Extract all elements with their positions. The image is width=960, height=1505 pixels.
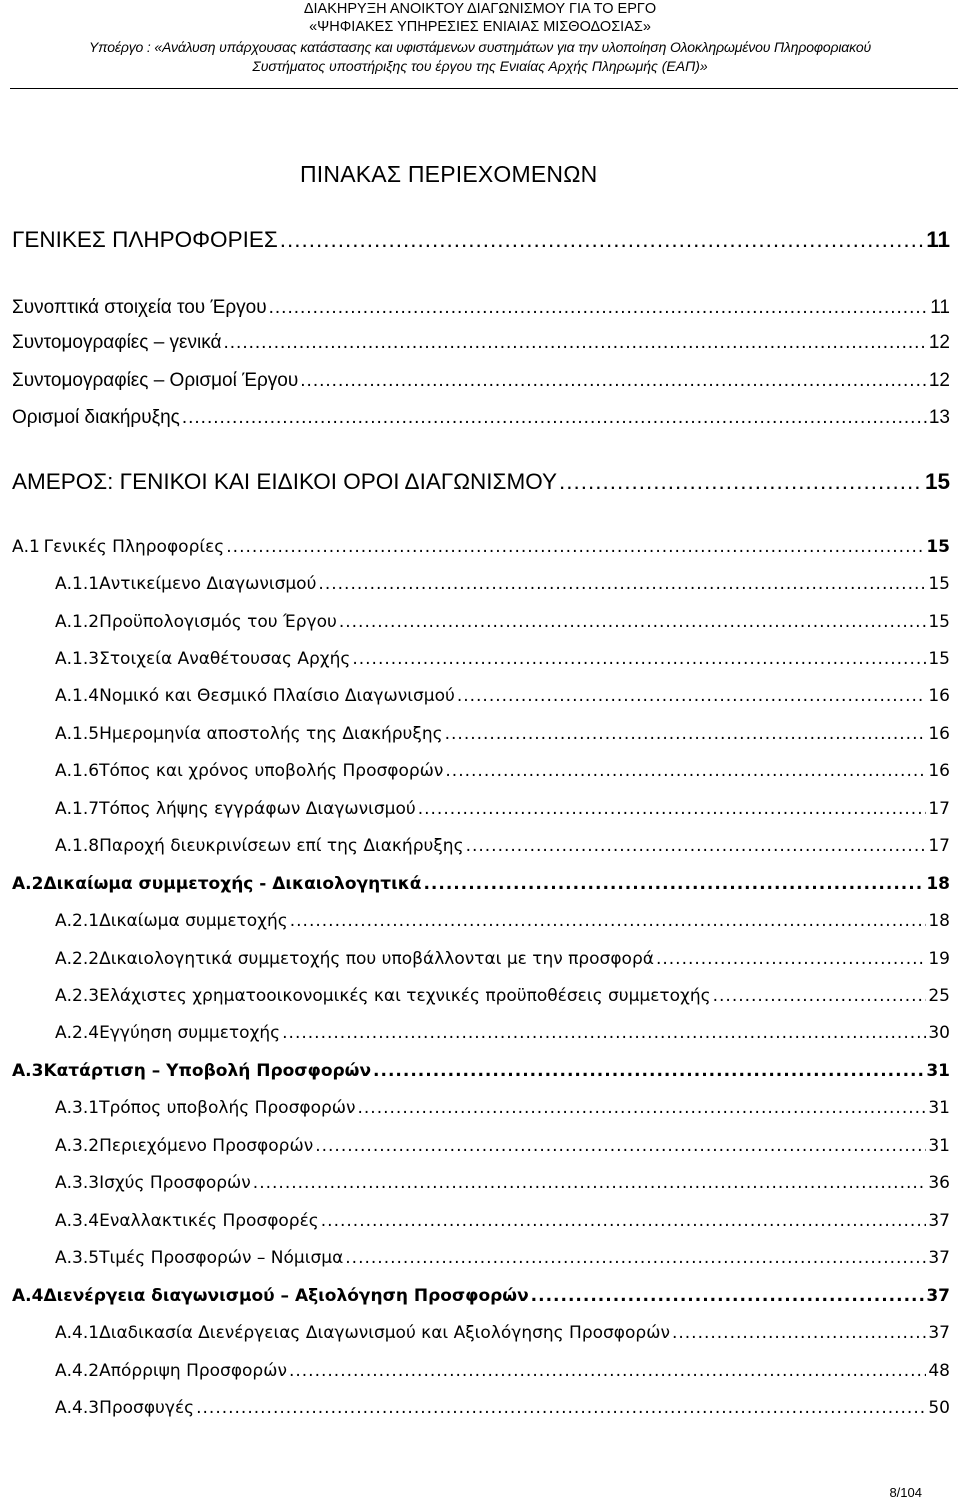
toc-entry-number: Α.1 <box>12 537 40 557</box>
toc-entry[interactable] <box>12 332 950 354</box>
toc-entry[interactable] <box>12 1061 950 1081</box>
toc-entry-text: Ημερομηνία αποστολής της Διακήρυξης <box>99 724 443 744</box>
toc-entry-number: Α.3.4 <box>55 1211 100 1231</box>
toc-leader <box>672 1323 926 1343</box>
toc-leader <box>196 1398 926 1418</box>
toc-entry-number: Α.3.3 <box>55 1173 100 1193</box>
toc-entry[interactable] <box>55 911 950 931</box>
toc-entry[interactable] <box>55 649 950 669</box>
toc-entry-number: Α.4 <box>12 1286 44 1306</box>
toc-entry-text: ΓΕΝΙΚΕΣ ΠΛΗΡΟΦΟΡΙΕΣ <box>12 227 278 252</box>
toc-entry-number: Α.4.2 <box>55 1361 100 1381</box>
toc-entry[interactable] <box>12 227 950 253</box>
toc-entry[interactable] <box>55 1136 950 1156</box>
toc-entry-text: Εναλλακτικές Προσφορές <box>99 1211 319 1231</box>
toc-entry-page: 16 <box>928 761 950 781</box>
toc-entry-text: Παροχή διευκρινίσεων επί της Διακήρυξης <box>99 836 464 856</box>
toc-entry-text: Κατάρτιση – Υποβολή Προσφορών <box>43 1061 372 1081</box>
toc-leader <box>559 469 923 495</box>
toc-leader <box>457 686 927 706</box>
toc-entry-text: Περιεχόμενο Προσφορών <box>99 1136 314 1156</box>
toc-leader <box>289 1361 926 1381</box>
toc-entry-text: Συντομογραφίες – γενικά <box>12 332 222 353</box>
toc-entry-page: 30 <box>928 1023 950 1043</box>
toc-entry[interactable] <box>55 1323 950 1343</box>
toc-entry-number: Α <box>12 469 28 494</box>
toc-entry-text: Δικαιολογητικά συμμετοχής που υποβάλλονται με την προσφορά <box>99 949 654 969</box>
toc-leader <box>226 537 924 557</box>
toc-entry[interactable] <box>12 407 950 429</box>
toc-entry-text: Συντομογραφίες – Ορισμοί Έργου <box>12 370 299 391</box>
toc-entry-page: 37 <box>928 1211 950 1231</box>
toc-entry-number: Α.3.1 <box>55 1098 100 1118</box>
toc-entry-number: Α.1.7 <box>55 799 100 819</box>
toc-entry-text: Διενέργεια διαγωνισμού – Αξιολόγηση Προσφορών <box>43 1286 529 1306</box>
toc-leader <box>345 1248 926 1268</box>
toc-entry-page: 11 <box>930 297 950 318</box>
toc-entry-number: Α.1.4 <box>55 686 100 706</box>
toc-entry-text: Τόπος λήψης εγγράφων Διαγωνισμού <box>99 799 416 819</box>
toc-entry-text: Διαδικασία Διενέργειας Διαγωνισμού και Αξιολόγησης Προσφορών <box>99 1323 670 1343</box>
toc-entry-text: ΜΕΡΟΣ: ΓΕΝΙΚΟΙ ΚΑΙ ΕΙΔΙΚΟΙ ΟΡΟΙ ΔΙΑΓΩΝΙΣΜΟΥ <box>27 469 557 494</box>
toc-entry-page: 12 <box>928 332 950 353</box>
toc-entry-page: 31 <box>928 1136 950 1156</box>
toc-leader <box>339 612 927 632</box>
toc-entry-number: Α.3 <box>12 1061 44 1081</box>
toc-leader <box>223 332 926 354</box>
header-divider <box>10 88 958 89</box>
toc-entry[interactable] <box>55 1398 950 1418</box>
toc-entry-page: 15 <box>924 469 950 494</box>
toc-entry-page: 37 <box>926 1286 950 1306</box>
toc-entry-text: Τιμές Προσφορών – Νόμισμα <box>99 1248 344 1268</box>
toc-leader <box>423 874 924 894</box>
toc-entry-page: 50 <box>928 1398 950 1418</box>
toc-entry[interactable] <box>55 836 950 856</box>
toc-entry[interactable] <box>55 1361 950 1381</box>
toc-entry-page: 15 <box>928 574 950 594</box>
header-line-3: Υποέργο : «Ανάλυση υπάρχουσας κατάστασης και υφιστάμενων συστημάτων για την υλοποίηση Ολοκληρωμένου Πληροφοριακού <box>88 39 871 55</box>
toc-entry-number: Α.1.6 <box>55 761 100 781</box>
toc-entry-page: 31 <box>928 1098 950 1118</box>
toc-leader <box>445 761 926 781</box>
toc-leader <box>373 1061 924 1081</box>
toc-leader <box>318 574 926 594</box>
toc-entry[interactable] <box>55 686 950 706</box>
toc-entry-page: 18 <box>928 911 950 931</box>
toc-entry-page: 12 <box>928 370 950 391</box>
toc-leader <box>315 1136 926 1156</box>
toc-entry[interactable] <box>12 537 950 557</box>
toc-entry[interactable] <box>55 949 950 969</box>
toc-entry-page: 15 <box>926 537 950 557</box>
toc-entry[interactable] <box>55 724 950 744</box>
toc-entry[interactable] <box>55 986 950 1006</box>
header-line-4: Συστήματος υποστήριξης του έργου της Ενιαίας Αρχής Πληρωμής (ΕΑΠ)» <box>252 58 708 74</box>
toc-entry-page: 17 <box>928 836 950 856</box>
toc-entry[interactable] <box>55 799 950 819</box>
toc-entry[interactable] <box>55 1211 950 1231</box>
toc-entry-page: 37 <box>928 1248 950 1268</box>
toc-entry[interactable] <box>55 1023 950 1043</box>
toc-entry-page: 15 <box>928 612 950 632</box>
toc-entry-text: Προϋπολογισμός του Έργου <box>99 612 337 632</box>
toc-entry[interactable] <box>55 574 950 594</box>
toc-entry[interactable] <box>12 297 950 319</box>
toc-leader <box>358 1098 927 1118</box>
toc-entry-number: Α.1.3 <box>55 649 100 669</box>
page-number: 8/104 <box>889 1485 922 1500</box>
toc-entry[interactable] <box>12 370 950 392</box>
toc-entry-number: Α.3.5 <box>55 1248 100 1268</box>
toc-leader <box>713 986 927 1006</box>
toc-leader <box>269 297 929 319</box>
toc-entry-text: Γενικές Πληροφορίες <box>43 537 225 557</box>
toc-entry-text: Νομικό και Θεσμικό Πλαίσιο Διαγωνισμού <box>99 686 455 706</box>
toc-entry-text: Δικαίωμα συμμετοχής <box>99 911 288 931</box>
toc-entry-text: Στοιχεία Αναθέτουσας Αρχής <box>99 649 351 669</box>
toc-entry-text: Εγγύηση συμμετοχής <box>99 1023 281 1043</box>
toc-entry-text: Τρόπος υποβολής Προσφορών <box>99 1098 356 1118</box>
toc-entry-number: Α.3.2 <box>55 1136 100 1156</box>
toc-entry[interactable] <box>55 1173 950 1193</box>
toc-entry-page: 16 <box>928 686 950 706</box>
toc-entry-text: Ισχύς Προσφορών <box>99 1173 251 1193</box>
toc-entry-number: Α.1.2 <box>55 612 100 632</box>
toc-leader <box>253 1173 927 1193</box>
toc-entry-number: Α.2.3 <box>55 986 100 1006</box>
toc-entry[interactable] <box>55 761 950 781</box>
toc-entry[interactable] <box>55 1248 950 1268</box>
toc-leader <box>418 799 927 819</box>
toc-entry-page: 19 <box>928 949 950 969</box>
toc-entry-number: Α.1.1 <box>55 574 100 594</box>
toc-entry-page: 48 <box>928 1361 950 1381</box>
toc-leader <box>300 370 927 392</box>
toc-entry-page: 36 <box>928 1173 950 1193</box>
toc-leader <box>321 1211 927 1231</box>
toc-leader <box>656 949 926 969</box>
toc-leader <box>282 1023 926 1043</box>
toc-entry-text: Απόρριψη Προσφορών <box>99 1361 287 1381</box>
toc-entry-number: Α.2.2 <box>55 949 100 969</box>
toc-entry-page: 11 <box>926 227 950 252</box>
toc-leader <box>531 1286 925 1306</box>
toc-leader <box>445 724 927 744</box>
toc-entry-text: Προσφυγές <box>99 1398 195 1418</box>
toc-entry-page: 31 <box>926 1061 950 1081</box>
toc-entry-number: Α.2.1 <box>55 911 100 931</box>
toc-entry-text: Δικαίωμα συμμετοχής - Δικαιολογητικά <box>43 874 422 894</box>
toc-entry-number: Α.4.3 <box>55 1398 100 1418</box>
toc-leader <box>182 407 927 429</box>
toc-entry-page: 16 <box>928 724 950 744</box>
toc-entry-page: 15 <box>928 649 950 669</box>
toc-entry-page: 17 <box>928 799 950 819</box>
toc-entry-number: Α.2 <box>12 874 44 894</box>
toc-entry-number: Α.4.1 <box>55 1323 100 1343</box>
toc-leader <box>280 227 924 253</box>
toc-entry-text: Ελάχιστες χρηματοοικονομικές και τεχνικές προϋποθέσεις συμμετοχής <box>99 986 711 1006</box>
toc-entry-number: Α.1.5 <box>55 724 100 744</box>
toc-leader <box>352 649 926 669</box>
toc-entry-text: Ορισμοί διακήρυξης <box>12 407 180 428</box>
toc-entry[interactable] <box>12 469 950 495</box>
toc-entry[interactable] <box>55 612 950 632</box>
header-line-2: «ΨΗΦΙΑΚΕΣ ΥΠΗΡΕΣΙΕΣ ΕΝΙΑΙΑΣ ΜΙΣΘΟΔΟΣΙΑΣ» <box>309 19 651 35</box>
toc-entry-page: 18 <box>926 874 950 894</box>
toc-leader <box>466 836 927 856</box>
toc-entry-page: 37 <box>928 1323 950 1343</box>
toc-entry-text: Αντικείμενο Διαγωνισμού <box>99 574 317 594</box>
toc-entry-page: 25 <box>928 986 950 1006</box>
header-line-1: ΔΙΑΚΗΡΥΞΗ ΑΝΟΙΚΤΟΥ ΔΙΑΓΩΝΙΣΜΟΥ ΓΙΑ ΤΟ ΕΡΓΟ <box>303 1 657 17</box>
toc-entry[interactable] <box>12 1286 950 1306</box>
toc-entry-text: Συνοπτικά στοιχεία του Έργου <box>12 297 267 318</box>
toc-entry-text: Τόπος και χρόνος υποβολής Προσφορών <box>99 761 444 781</box>
page-title: ΠΙΝΑΚΑΣ ΠΕΡΙΕΧΟΜΕΝΩΝ <box>300 161 598 187</box>
toc-entry-page: 13 <box>928 407 950 428</box>
toc-entry[interactable] <box>55 1098 950 1118</box>
toc-entry-number: Α.1.8 <box>55 836 100 856</box>
toc-entry[interactable] <box>12 874 950 894</box>
toc-leader <box>290 911 927 931</box>
toc-entry-number: Α.2.4 <box>55 1023 100 1043</box>
